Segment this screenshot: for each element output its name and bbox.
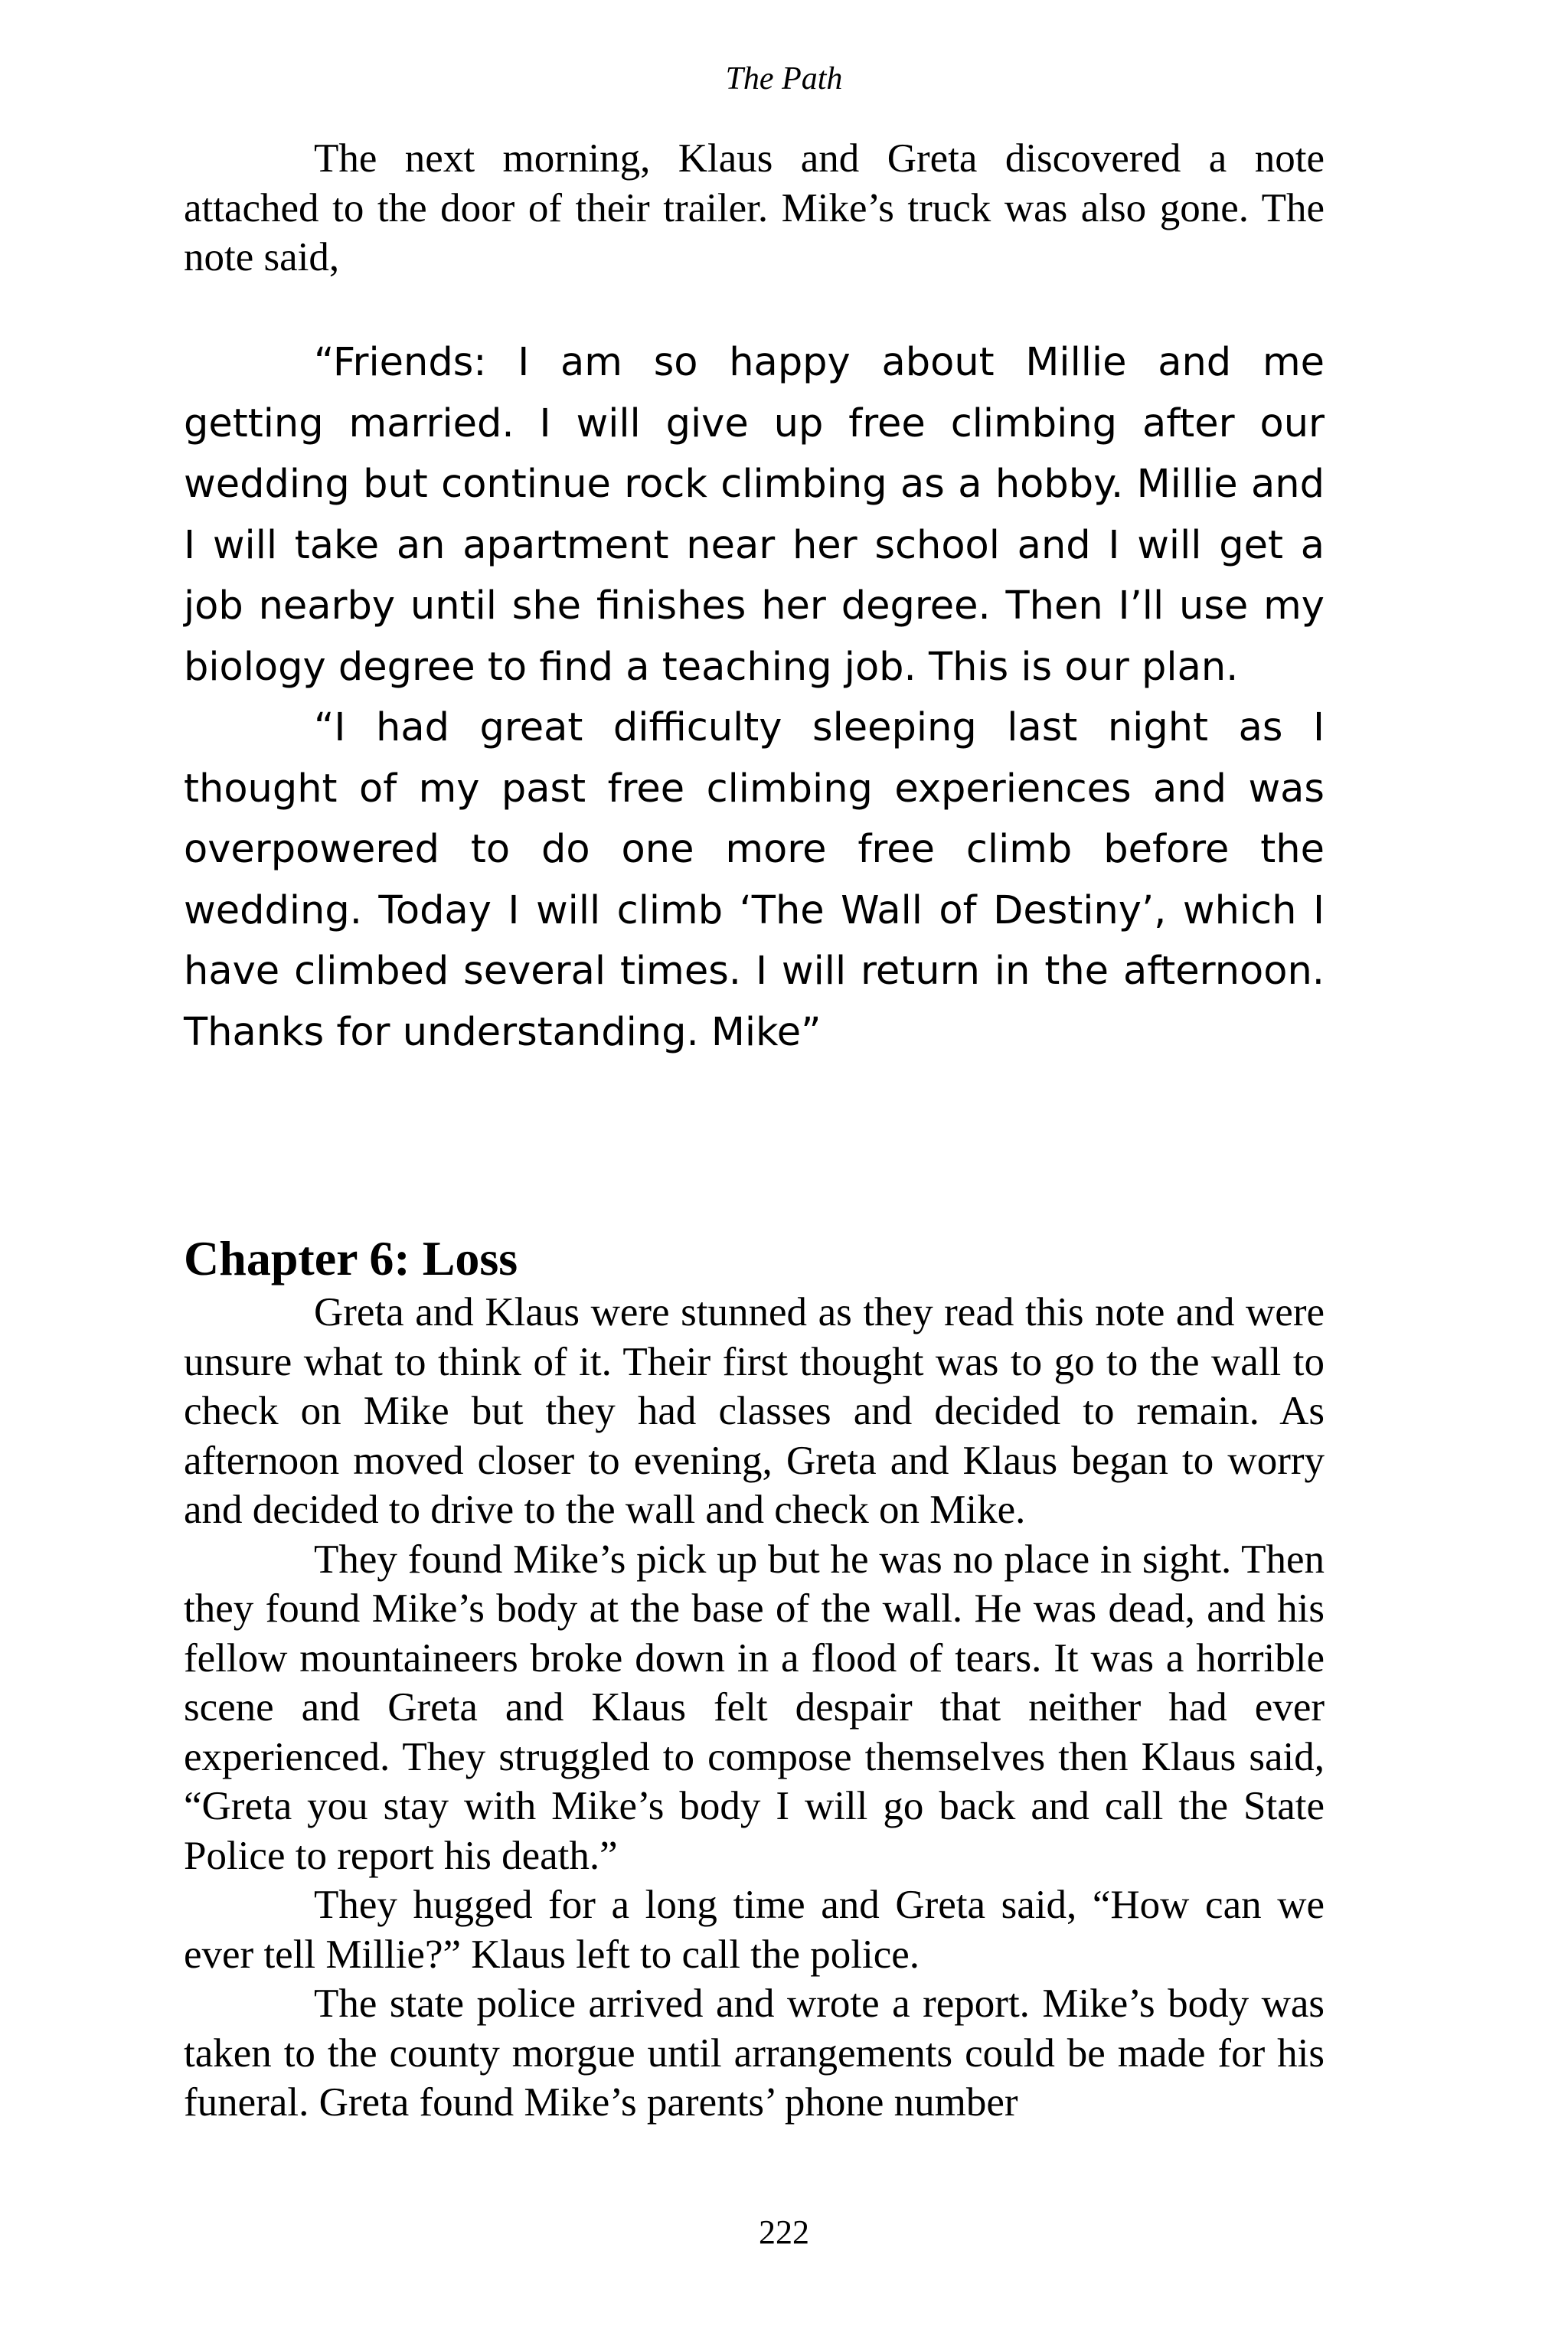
opening-paragraph: The next morning, Klaus and Greta discovered a note attached to the door of their trailer. Mike’s truck was also gone. The note said,	[184, 136, 1325, 279]
chapter-paragraph: Greta and Klaus were stunned as they read this note and were unsure what to think of it. Their first thought was to go to the wall to check on Mike but they had classes and decided to remain. As afternoon moved closer to evening, Greta and Klaus began to worry and decided to drive to the wall and check on Mike.	[184, 1290, 1325, 1532]
running-header: The Path	[725, 61, 843, 96]
chapter-section	[184, 1230, 1325, 2128]
chapter-paragraph: The state police arrived and wrote a report. Mike’s body was taken to the county morgue until arrangements could be made for his funeral. Greta found Mike’s parents’ phone number	[184, 1981, 1325, 2125]
chapter-heading: Chapter 6: Loss	[184, 1231, 518, 1285]
note-paragraph: “Friends: I am so happy about Millie and me getting married. I will give up free climbing after our wedding but continue rock climbing as a hobby. Millie and I will take an apartment near her school and I will get a job nearby until she finishes her degree. Then I’ll use my biology degree to find a teaching job. This is our plan.	[184, 340, 1325, 690]
opening-section	[184, 134, 1325, 283]
chapter-paragraph: They hugged for a long time and Greta said, “How can we ever tell Millie?” Klaus left to call the police.	[184, 1883, 1325, 1977]
page-number: 222	[759, 2213, 809, 2251]
note-section	[184, 332, 1325, 1063]
note-paragraph: “I had great difficulty sleeping last night as I thought of my past free climbing experiences and was overpowered to do one more free climb before the wedding. Today I will climb ‘The Wall of Destiny’, which I have climbed several times. I will return in the afternoon. Thanks for understanding. Mike”	[184, 705, 1325, 1055]
chapter-paragraph: They found Mike’s pick up but he was no place in sight. Then they found Mike’s body at the base of the wall. He was dead, and his fellow mountaineers broke down in a flood of tears. It was a horrible scene and Greta and Klaus felt despair that neither had ever experienced. They struggled to compose themselves then Klaus said, “Greta you stay with Mike’s body I will go back and call the State Police to report his death.”	[184, 1537, 1325, 1878]
